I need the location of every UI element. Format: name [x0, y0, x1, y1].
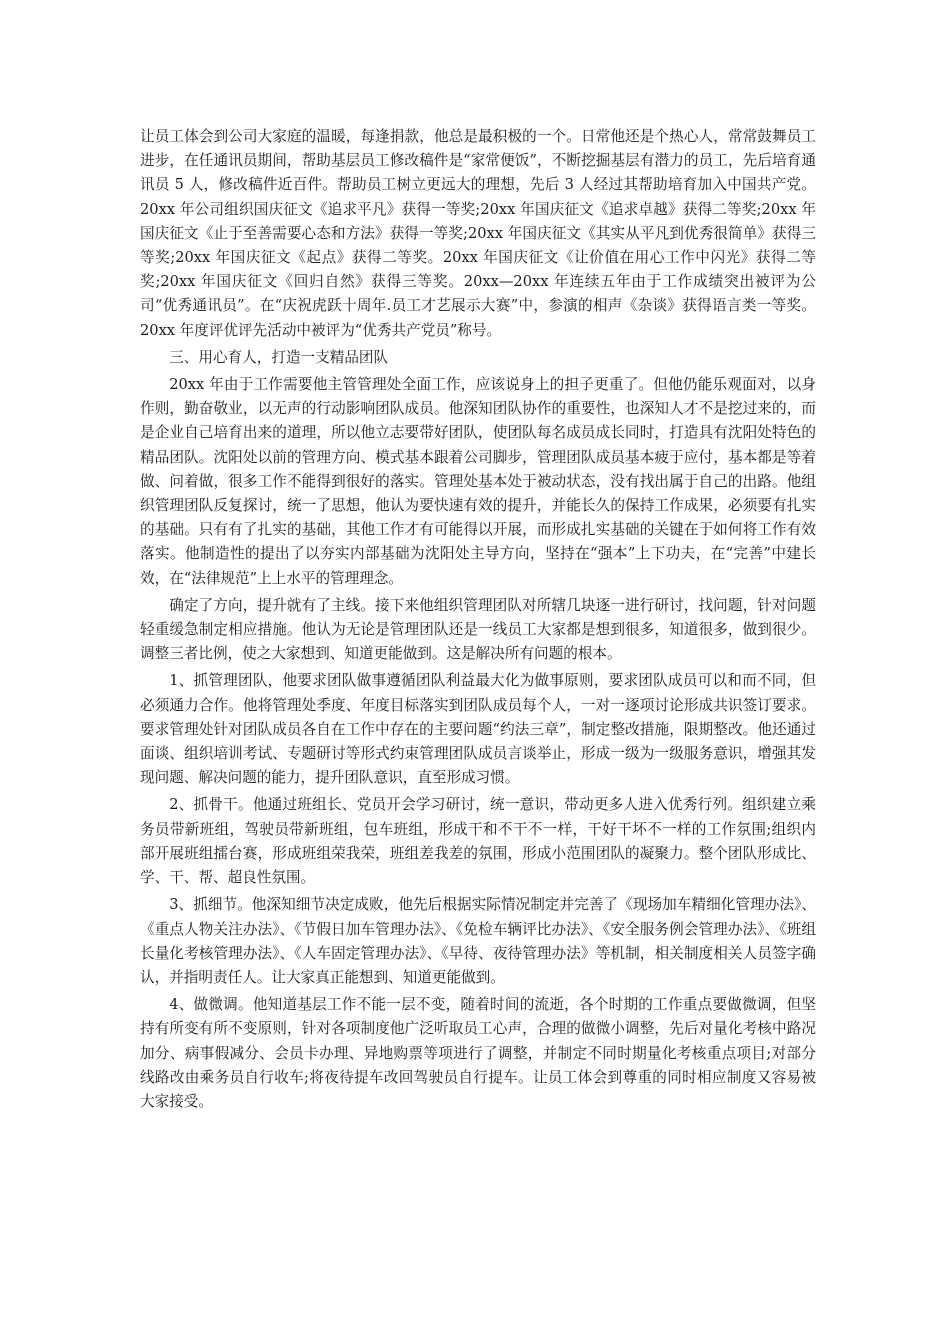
paragraph-item-4: 4、做微调。他知道基层工作不能一层不变，随着时间的流逝，各个时期的工作重点要做微调，但坚持有所变有所不变原则，针对各项制度他广泛听取员工心声，合理的做微小调整，先后对量化考核中路况加分、病事假减分、会员卡办理、异地购票等项进行了调整，并制定不同时期量化考核重点项目;对部分线路改由乘务员自行收车;将夜待提车改回驾驶员自行提车。让员工体会到尊重的同时相应制度又容易被大家接受。 [140, 996, 816, 1110]
paragraph-item-3: 3、抓细节。他深知细节决定成败，他先后根据实际情况制定并完善了《现场加车精细化管理办法》、《重点人物关注办法》、《节假日加车管理办法》、《免检车辆评比办法》、《安全服务例会管理办法》、《班组长量化考核管理办法》、《人车固定管理办法》、《早待、夜待管理办法》等机制，相关制度相关人员签字确认，并指明责任人。让大家真正能想到、知道更能做到。 [140, 896, 816, 986]
paragraph-item-2: 2、抓骨干。他通过班组长、党员开会学习研讨，统一意识，带动更多人进入优秀行列。组织建立乘务员带新班组，驾驶员带新班组，包车班组，形成干和不干不一样，干好干坏不一样的工作氛围;组织内部开展班组擂台赛，形成班组荣我荣，班组差我差的氛围，形成小范围团队的凝聚力。整个团队形成比、学、干、帮、超良性氛围。 [140, 796, 816, 887]
paragraph-awards: 让员工体会到公司大家庭的温暖，每逢捐款，他总是最积极的一个。日常他还是个热心人，常常鼓舞员工进步，在任通讯员期间，帮助基层员工修改稿件是“家常便饭”，不断挖掘基层有潜力的员工，先后培育通讯员 5 人，修改稿件近百件。帮助员工树立更远大的理想，先后 3 人经过其帮助培育加入中国共产党。20xx 年公司组织国庆征文《追求平凡》获得一等奖;20xx 年国庆征文《追求卓越》获得二等奖;20xx 年国庆征文《止于至善需要心态和方法》获得一等奖;20xx 年国庆征文《其实从平凡到优秀很简单》获得三等奖;20xx 年国庆征文《起点》获得二等奖。20xx 年国庆征文《让价值在用心工作中闪光》获得二等奖;20xx 年国庆征文《回归自然》获得三等奖。20xx—20xx 年连续五年由于工作成绩突出被评为公司“优秀通讯员”。在“庆祝虎跃十周年.员工才艺展示大赛”中，参演的相声《杂谈》获得语言类一等奖。20xx 年度评优评先活动中被评为“优秀共产党员”称号。 [140, 128, 816, 339]
section-heading-team: 三、用心育人，打造一支精品团队 [169, 348, 389, 366]
paragraph-direction: 确定了方向，提升就有了主线。接下来他组织管理团队对所辖几块逐一进行研讨，找问题，针对问题轻重缓急制定相应措施。他认为无论是管理团队还是一线员工大家都是想到很多，知道很多，做到很少。调整三者比例，使之大家想到、知道更能做到。这是解决所有问题的根本。 [140, 596, 816, 663]
paragraph-item-1: 1、抓管理团队，他要求团队做事遵循团队利益最大化为做事原则，要求团队成员可以和而不同，但必须通力合作。他将管理处季度、年度目标落实到团队成员每个人，一对一逐项讨论形成共识签订要求。要求管理处针对团队成员各自在工作中存在的主要问题“约法三章”，制定整改措施，限期整改。他还通过面谈、组织培训考试、专题研讨等形式约束管理团队成员言谈举止，形成一级为一级服务意识，增强其发现问题、解决问题的能力，提升团队意识，直至形成习惯。 [140, 672, 816, 787]
document-page [140, 125, 816, 1117]
paragraph-management: 20xx 年由于工作需要他主管管理处全面工作，应该说身上的担子更重了。但他仍能乐观面对，以身作则，勤奋敬业，以无声的行动影响团队成员。他深知团队协作的重要性，也深知人才不是挖过来的，而是企业自己培育出来的道理，所以他立志要带好团队，使团队每名成员成长同时，打造具有沈阳处特色的精品团队。沈阳处以前的管理方向、模式基本跟着公司脚步，管理团队成员基本疲于应付，基本都是等着做、问着做，很多工作不能得到很好的落实。管理处基本处于被动状态，没有找出属于自己的出路。他组织管理团队反复探讨，统一了思想，他认为要快速有效的提升，并能长久的保持工作成果，必须要有扎实的基础。只有有了扎实的基础，其他工作才有可能得以开展，而形成扎实基础的关键在于如何将工作有效落实。他制造性的提出了以夯实内部基础为沈阳处主导方向，坚持在“强本”上下功夫，在“完善”中建长效，在“法律规范”上上水平的管理理念。 [140, 376, 816, 587]
